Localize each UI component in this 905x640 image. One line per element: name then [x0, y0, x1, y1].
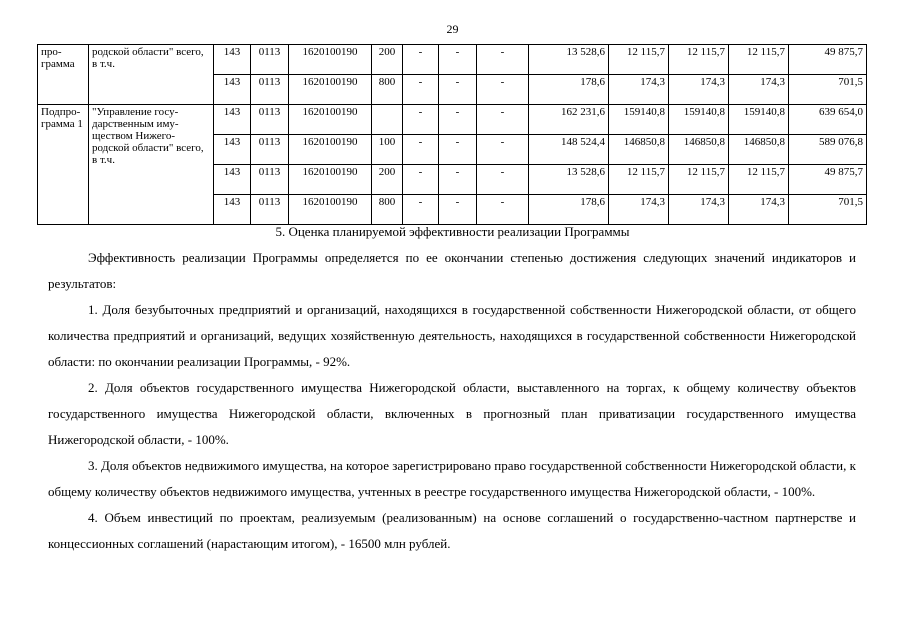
amount-cell: 162 231,6	[529, 105, 609, 135]
table-cell: -	[477, 105, 529, 135]
total-cell: 49 875,7	[789, 165, 867, 195]
amount-cell: 174,3	[729, 75, 789, 105]
amount-cell: 178,6	[529, 195, 609, 225]
table-cell: -	[477, 75, 529, 105]
ministry-code: 143	[214, 195, 251, 225]
paragraph: 2. Доля объектов государственного имущества Нижегородской области, выставленного на торгах, к общему количеству объектов государственного имущества Нижегородской области, включенных в прогнозный план приватизации государственного имущества Нижегородской области, - 100%.	[48, 380, 856, 447]
amount-cell: 12 115,7	[669, 165, 729, 195]
amount-cell: 12 115,7	[609, 165, 669, 195]
paragraph: 3. Доля объектов недвижимого имущества, на которое зарегистрировано право государственной собственности Нижегородской области, к общему количеству объектов недвижимого имущества, учтенных в реестре государственного имущества Нижегородской области, - 100%.	[48, 458, 856, 499]
total-cell: 639 654,0	[789, 105, 867, 135]
table-cell: -	[439, 195, 477, 225]
table-cell: -	[477, 135, 529, 165]
amount-cell: 12 115,7	[729, 165, 789, 195]
amount-cell: 13 528,6	[529, 45, 609, 75]
target-article-code: 1620100190	[289, 105, 372, 135]
amount-cell: 174,3	[729, 195, 789, 225]
budget-table	[37, 44, 867, 225]
expense-type-code	[372, 105, 403, 135]
expense-type-code: 200	[372, 45, 403, 75]
amount-cell: 159140,8	[669, 105, 729, 135]
amount-cell: 174,3	[669, 195, 729, 225]
total-cell: 49 875,7	[789, 45, 867, 75]
table-cell: -	[439, 75, 477, 105]
table-row	[38, 45, 867, 75]
section-code: 0113	[251, 75, 289, 105]
target-article-code: 1620100190	[289, 75, 372, 105]
amount-cell: 174,3	[669, 75, 729, 105]
program-name-cell: родской области" всего, в т.ч.	[89, 45, 214, 105]
amount-cell: 174,3	[609, 75, 669, 105]
table-cell: -	[439, 135, 477, 165]
total-cell: 701,5	[789, 75, 867, 105]
amount-cell: 12 115,7	[729, 45, 789, 75]
section-code: 0113	[251, 195, 289, 225]
target-article-code: 1620100190	[289, 195, 372, 225]
table-cell: -	[439, 45, 477, 75]
table-cell: -	[403, 75, 439, 105]
ministry-code: 143	[214, 165, 251, 195]
program-type-cell: Подпро-грамма 1	[38, 105, 89, 225]
amount-cell: 12 115,7	[609, 45, 669, 75]
ministry-code: 143	[214, 45, 251, 75]
amount-cell: 174,3	[609, 195, 669, 225]
table-cell: -	[403, 135, 439, 165]
expense-type-code: 800	[372, 75, 403, 105]
table-cell: -	[403, 165, 439, 195]
paragraph: Эффективность реализации Программы определяется по ее окончании степенью достижения следующих значений индикаторов и результатов:	[48, 250, 856, 291]
table-cell: -	[403, 195, 439, 225]
expense-type-code: 100	[372, 135, 403, 165]
target-article-code: 1620100190	[289, 165, 372, 195]
page-number: 29	[446, 22, 459, 36]
amount-cell: 148 524,4	[529, 135, 609, 165]
section-code: 0113	[251, 135, 289, 165]
amount-cell: 146850,8	[609, 135, 669, 165]
ministry-code: 143	[214, 105, 251, 135]
target-article-code: 1620100190	[289, 135, 372, 165]
program-type-cell: про-грамма	[38, 45, 89, 105]
target-article-code: 1620100190	[289, 45, 372, 75]
table-cell: -	[403, 105, 439, 135]
ministry-code: 143	[214, 135, 251, 165]
expense-type-code: 800	[372, 195, 403, 225]
amount-cell: 12 115,7	[669, 45, 729, 75]
total-cell: 701,5	[789, 195, 867, 225]
section-code: 0113	[251, 45, 289, 75]
section-code: 0113	[251, 165, 289, 195]
section-heading: 5. Оценка планируемой эффективности реализации Программы	[275, 224, 630, 239]
amount-cell: 159140,8	[729, 105, 789, 135]
amount-cell: 178,6	[529, 75, 609, 105]
section-code: 0113	[251, 105, 289, 135]
ministry-code: 143	[214, 75, 251, 105]
amount-cell: 13 528,6	[529, 165, 609, 195]
table-cell: -	[439, 165, 477, 195]
amount-cell: 159140,8	[609, 105, 669, 135]
table-cell: -	[477, 165, 529, 195]
table-row	[38, 105, 867, 135]
paragraph: 1. Доля безубыточных предприятий и организаций, находящихся в государственной собственности Нижегородской области, от общего количества предприятий и организаций, ведущих хозяйственную деятельность, находящихся в государственной собственности Нижегородской области: по окончании реализации Программы, - 92%.	[48, 302, 856, 369]
amount-cell: 146850,8	[669, 135, 729, 165]
paragraph: 4. Объем инвестиций по проектам, реализуемым (реализованным) на основе соглашений о государственно-частном партнерстве и концессионных соглашений (нарастающим итогом), - 16500 млн рублей.	[48, 510, 856, 551]
program-name-cell: "Управление госу-дарственным иму-ществом Нижего-родской области" всего, в т.ч.	[89, 105, 214, 225]
table-cell: -	[477, 45, 529, 75]
total-cell: 589 076,8	[789, 135, 867, 165]
body-text	[48, 245, 856, 557]
table-cell: -	[403, 45, 439, 75]
amount-cell: 146850,8	[729, 135, 789, 165]
expense-type-code: 200	[372, 165, 403, 195]
table-cell: -	[439, 105, 477, 135]
table-cell: -	[477, 195, 529, 225]
